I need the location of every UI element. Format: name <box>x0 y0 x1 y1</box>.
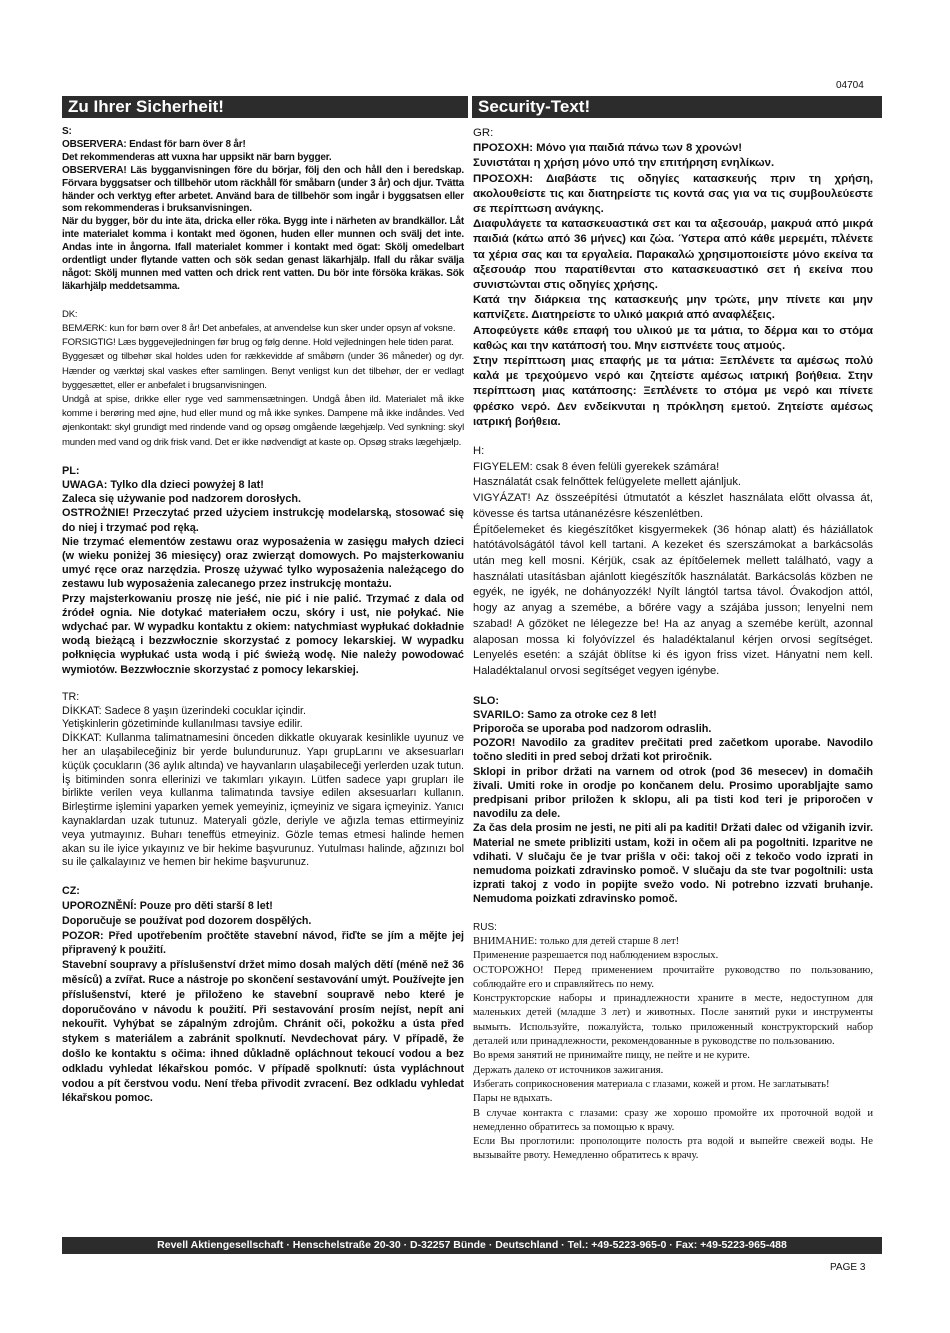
paragraph: Przy majsterkowaniu proszę nie jeść, nie pić i nie palić. Trzymać z dala od źródeł ognia. Nie dotykać materiałem oczu, skóry i ust, nie połykać. Nie wdychać par. W wypadku kontaktu z okiem: natychmiast wypłukać dokładnie wodą bieżącą i bezzwłocznie skorzystać z pomocy lekarskiej. W wypadku połknięcia wypłukać usta wodą i pić świeżą wodę. Nie należy powodować wymiotów. Bezzwłocznie skorzystać z pomocy lekarskiej. <box>62 592 464 676</box>
paragraph: Zaleca się używanie pod nadzorem dorosłych. <box>62 493 302 506</box>
paragraph: Használatát csak felnőttek felügyelete mellett ajánljuk. <box>473 476 742 489</box>
paragraph: Συνιστάται η χρήση μόνο υπό την επιτήρηση ενηλίκων. <box>473 157 775 170</box>
left-column <box>62 126 464 1120</box>
section-h <box>473 444 873 680</box>
document-number: 04704 <box>836 80 864 91</box>
paragraph: Undgå at spise, drikke eller ryge ved sammensætningen. Undgå åben ild. Materialet må ikke komme i berøring med øjne, hud eller mund og må ikke synkes. Dampene må ikke indåndes. Ved øjenkontakt: skyl grundigt med rindende vand og opsøg omgående lægehjælp. Ved synkning: skyl munden med vand og drik frisk vand. Det er ikke nødvendigt at kaste op. Opsøg straks lægehjælp. <box>62 394 464 448</box>
paragraph: ВНИМАНИЕ: только для детей старше 8 лет! <box>473 935 680 947</box>
section-cz <box>62 884 464 1106</box>
paragraph: Stavební soupravy a příslušenství držet mimo dosah malých dětí (méně než 36 měsíců) a zvířat. Ruce a nástroje po skončení sestavování umýt. Používejte jen příslušenství, které je přiloženo ke stavební soupravě nebo které je doporučováno v návodu k použití. Při sestavování prosím nejíst, nepít ani nekouřit. Vyhýbat se zápalným zdrojům. Chránit oči, pokožku a ústa před stykem s materiálem a zabránit spolknutí. Nevdechovat páry. V případě, že došlo ke kontaktu s očima: ihned důkladně opláchnout tekoucí vodou a bez odkladu vyhledat lékařskou pomóc. V případě spolknutí: ústa vypláchnout vodou a pít čerstvou vodu. Není třeba přivodit zvracení. Bez odkladu vyhledat lékařskou pomoc. <box>62 959 464 1105</box>
paragraph: OSTROŻNIE! Przeczytać przed użyciem instrukcję modelarską, stosować się do niej i trzymać pod ręką. <box>62 507 464 534</box>
section-code: S: <box>62 126 72 137</box>
paragraph: Priporoča se uporaba pod nadzorom odraslih. <box>473 723 712 736</box>
paragraph: DİKKAT: Kullanma talimatnamesini önceden dikkatle okuyarak kesinlikle uyunuz ve her an ulaşabileceğiniz bir yerde bulundurunuz. Yapı grupLarını ve aksesuarları küçük çocukların (36 aylık altında) ve hayvanların ulaşabileceği yerlerden uzak tutun. İş bitiminden sonra ellerinizi ve takımları yıkayın. Lütfen sadece yapı grupları ile birlikte verilen veya kullanma talimatında tavsiye edilen aksesuarları kullanın. Birleştirme işlemini yaparken yemek yemeyiniz, içmeyiniz ve sigara içmeyiniz. Yanıcı kaynaklardan uzak tutunuz. Materyali gözle, deriyle ve ağızla temas ettirmeyiniz veya yutmayınız. Buharı teneffüs etmeyiniz. Gözle temas etmesi halinde hemen akan su ile iyice yıkayınız ve bir hekime başvurunuz. Yutulması halinde, ağzınızı bol su ile çalkalayınız ve hemen bir hekime başvurunuz. <box>62 732 464 869</box>
section-code: PL: <box>62 464 80 477</box>
paragraph: BEMÆRK: kun for børn over 8 år! Det anbefales, at anvendelse kun sker under opsyn af voksne. <box>62 322 456 334</box>
company-footer-bar: Revell Aktiengesellschaft · Henschelstraße 20-30 · D-32257 Bünde · Deutschland · Tel.: +49-5223-965-0 · Fax: +49-5223-965-488 <box>62 1237 882 1254</box>
section-code: SLO: <box>473 694 500 707</box>
section-s <box>62 126 464 294</box>
paragraph: Doporučuje se používat pod dozorem dospělých. <box>62 914 312 927</box>
paragraph: OBSERVERA: Endast för barn över 8 år! <box>62 138 246 150</box>
paragraph: Во время занятий не принимайте пищу, не пейте и не курите. <box>473 1050 750 1062</box>
section-slo <box>473 694 873 907</box>
paragraph: Применение разрешается под наблюдением взрослых. <box>473 950 719 962</box>
paragraph: Építőelemeket és kiegészítőket kisgyermekek (36 hónap alatt) és háziállatok hatótávolságától távol kell tartani. A kezeket és szerszámokat a barkácsolás után meg kell mosni. Kérjük, csak az építőelemek mellett található, vagy a használati utasításban ajánlott kiegészítők használatát. Barkácsolás közben ne egyék, ne igyék, ne dohányozzék! Nyílt lángtól tartsa távol. Óvakodjon attól, hogy az anyag a szemébe, a bőrére vagy a szájába jusson; lenyelni nem szabad! A gőzöket ne lélegezze be! Ha az anyag a szemébe került, azonnal alaposan mossa ki folyóvízzel és haladéktalanul kérjen orvosi segítséget. Lenyelés esetén: a száját öblítse ki és igyon friss vizet. Hányatni nem kell. Haladéktalanul orvosi segítséget vegyen igénybe. <box>473 523 873 677</box>
paragraph: FORSIGTIG! Læs byggevejledningen før brug og følg denne. Hold vejledningen hele tiden parat. <box>62 337 454 349</box>
paragraph: DİKKAT: Sadece 8 yaşın üzerindeki cocuklar içindir. <box>62 704 306 717</box>
section-rus <box>473 921 873 1164</box>
paragraph: Nie trzymać elementów zestawu oraz wyposażenia w zasięgu małych dzieci (w wieku poniżej 36 miesięcy) oraz zwierząt domowych. Po majsterkowaniu umyć ręce oraz narzędzia. Proszę używać tylko wyposażenia należącego do zestawu lub wyposażenia zalecanego przez instrukcję montażu. <box>62 535 464 591</box>
section-tr <box>62 691 464 870</box>
section-code: CZ: <box>62 885 80 898</box>
paragraph: Za čas dela prosim ne jesti, ne piti ali pa kaditi! Držati dalec od vžiganih izvir. Material ne smete pribliziti ustam, koži in očem ali pa pogoltniti. Izparitve ne vdihati. V slučaju če je tvar prišla v oči: takoj oči z tekočo vodo izprati in nemudoma poizkati zdravinsko pomoč. V slučaju da ste tvar pogoltnili: usta izprati takoj z vodo in popijte svežo vodo. Ni potrebno izzvati bruhanje. Nemudoma poizkati zdravinsko pomoč. <box>473 822 873 906</box>
paragraph: Byggesæt og tilbehør skal holdes uden for rækkevidde af småbørn (under 36 måneder) og dyr. Hænder og værktøj skal vaskes efter samlingen. Benyt venligst kun det tilbehør, der er vedlagt byggesættet, eller er anbefalet i brugsanvisningen. <box>62 351 464 391</box>
paragraph: Αποφεύγετε κάθε επαφή του υλικού με τα μάτια, το δέρμα και το στόμα καθώς και την κατάποσή του. Μην εισπνέετε τους ατμούς. <box>473 324 873 352</box>
paragraph: В случае контакта с глазами: сразу же хорошо промойте их проточной водой и немедленно обратитесь за помощью к врачу. <box>473 1107 873 1133</box>
paragraph: Κατά την διάρκεια της κατασκευής μην τρώτε, μην πίνετε και μην καπνίζετε. Διατηρείστε το υλικό μακριά από αναφλέξεις. <box>473 294 873 322</box>
paragraph: POZOR! Navodilo za graditev prečitati pred začetkom uporabe. Navodilo točno slediti in pred seboj držati kot priročnik. <box>473 737 873 764</box>
safety-banner-de: Zu Ihrer Sicherheit! <box>62 96 468 118</box>
paragraph: Στην περίπτωση μιας επαφής με τα μάτια: Ξεπλένετε τα αμέσως πολύ καλά με τρεχούμενο νερό και ζητείστε αμέσως ιατρική βοήθεια. Στην περίπτωση μιας κατάποσης: Ξεπλένετε το στόμα με νερό και πίνετε φρέσκο νερό. Δεν ενδείκνυται η πρόκληση εμετού. Ζητείστε αμέσως ιατρική βοήθεια. <box>473 355 873 428</box>
paragraph: VIGYÁZAT! Az összeépítési útmutatót a készlet használata előtt olvassa át, kövesse és tartsa utánanézésre készenlétben. <box>473 492 873 520</box>
paragraph: UWAGA: Tylko dla dzieci powyżej 8 lat! <box>62 479 264 492</box>
right-column <box>473 126 873 1178</box>
section-code: GR: <box>473 127 494 139</box>
safety-banner-en: Security-Text! <box>472 96 882 118</box>
paragraph: Держать далеко от источников зажигания. <box>473 1064 664 1076</box>
section-code: DK: <box>62 308 78 320</box>
paragraph: Если Вы проглотили: прополощите полость рта водой и выпейте свежей воды. Не вызывайте рвоту. Немедленно обратитесь к врачу. <box>473 1136 873 1162</box>
section-dk <box>62 308 464 450</box>
paragraph: Det rekommenderas att vuxna har uppsikt när barn bygger. <box>62 151 332 163</box>
page-number: PAGE 3 <box>830 1262 866 1273</box>
paragraph: Избегать соприкосновения материала с глазами, кожей и ртом. Не заглатывать! <box>473 1078 830 1090</box>
paragraph: Yetişkinlerin gözetiminde kullanılması tavsiye edilir. <box>62 718 303 731</box>
paragraph: UPOROZNĚNÍ: Pouze pro děti starší 8 let! <box>62 900 273 913</box>
paragraph: POZOR: Před upotřebením pročtěte stavební návod, řiďte se jím a mějte jej připravený k použití. <box>62 929 464 957</box>
paragraph: När du bygger, bör du inte äta, dricka eller röka. Bygg inte i närheten av brandkällor. Låt inte materialet komma i kontakt med ögonen, huden eller munnen och svälj det inte. Andas inte in ångorna. Ifall materialet kommer i kontakt med ögat: Skölj omedelbart ordentligt under flytande vatten och sök sedan genast läkarhjälp. Ifall du råkar svälja något: Skölj munnen med vatten och drick rent vatten. Du bör inte försöka kräkas. Sök läkarhjälp meddetsamma. <box>62 216 464 292</box>
paragraph: ΠΡΟΣΟΧΗ: Μόνο για παιδιά πάνω των 8 χρονών! <box>473 142 743 155</box>
paragraph: Διαφυλάγετε τα κατασκευαστικά σετ και τα αξεσουάρ, μακρυά από μικρά παιδιά (κάτω από 36 μήνες) και ζώα. Ύστερα από κάθε μερεμέτι, πλένετε τα χέρια σας και τα εργαλεία. Παρακαλώ χρησιμοποιείστε μόνο εκείνα τα αξεσουάρ που παρατίθενται στο κατασκευαστικό σετ ή εκείνα που συνιστώνται στις οδηγίες χρήσης. <box>473 218 873 292</box>
section-pl <box>62 464 464 677</box>
paragraph: Пары не вдыхать. <box>473 1093 553 1105</box>
section-code: H: <box>473 445 485 458</box>
paragraph: Конструкторские наборы и принадлежности храните в месте, недоступном для маленьких детей (младше 3 лет) и животных. После занятий руки и инструменты вымыть. Используйте, пожалуйста, только приложенный конструкторский набор деталей или принадлежности, рекомендованные в руководстве по пользованию. <box>473 993 873 1048</box>
paragraph: Sklopi in pribor držati na varnem od otrok (pod 36 mesecev) in domačih živali. Umiti roke in orodje po končanem delu. Prosimo uporabljajte samo predpisani pribor priložen k sklopu, ali pa tisti kod teri je priporočen v navodilu za dele. <box>473 765 873 821</box>
section-code: TR: <box>62 690 80 703</box>
paragraph: ΠΡΟΣΟΧΗ: Διαβάστε τις οδηγίες κατασκευής πριν τη χρήση, ακολουθείστε τις και διατηρείστε τις κοντά σας για να τις συμβουλεύεστε σε περίπτωση ανάγκης. <box>473 172 873 216</box>
section-gr <box>473 126 873 430</box>
section-code: RUS: <box>473 921 497 933</box>
paragraph: OBSERVERA! Läs bygganvisningen före du börjar, följ den och håll den i beredskap. Förvara byggsatser och tillbehör utom räckhåll för småbarn (under 3 år) och djur. Tvätta händer och verktyg efter arbetet. Använd bara de tillbehör som ingår i byggsatsen eller som rekommenderas i bruksanvisningen. <box>62 164 464 215</box>
paragraph: ОСТОРОЖНО! Перед применением прочитайте руководство по пользованию, соблюдайте его и справляйтесь по нему. <box>473 964 873 990</box>
paragraph: FIGYELEM: csak 8 éven felüli gyerekek számára! <box>473 460 720 473</box>
paragraph: SVARILO: Samo za otroke cez 8 let! <box>473 708 657 721</box>
